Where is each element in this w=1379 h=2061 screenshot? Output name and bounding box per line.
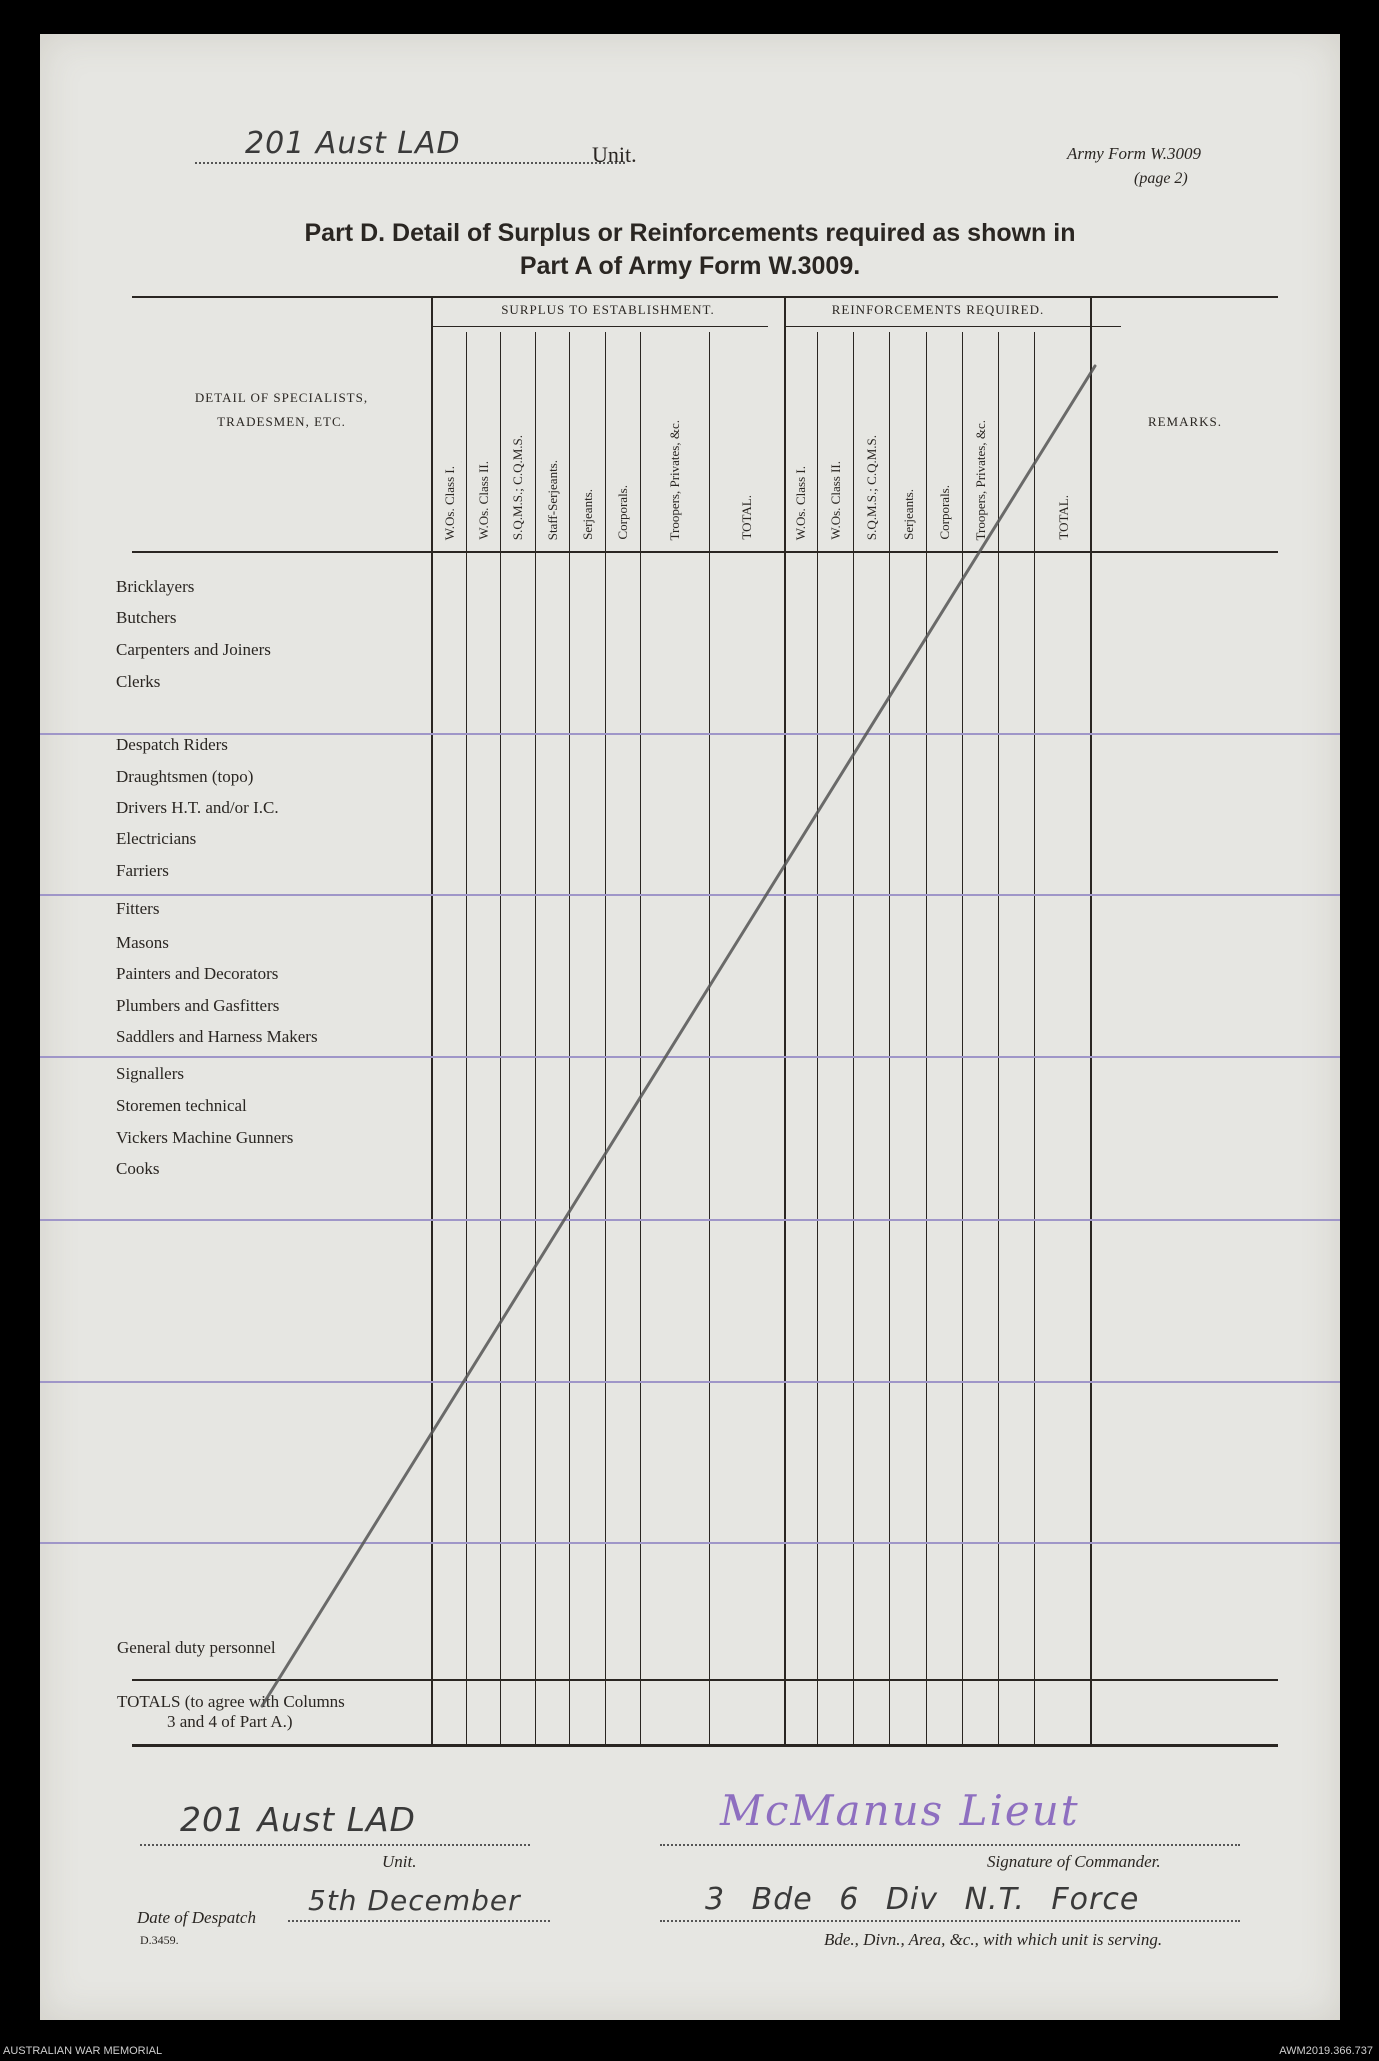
- col-surplus-staff-serjeants: Staff-Serjeants.: [545, 459, 560, 540]
- col-reinf-total: TOTAL.: [1056, 495, 1071, 540]
- strike-through-line: [40, 34, 1340, 2020]
- col-surplus-troopers: Troopers, Privates, &c.: [667, 419, 682, 540]
- reinforcements-header: REINFORCEMENTS REQUIRED.: [831, 302, 1045, 317]
- footer-unit-field: [140, 1800, 530, 1846]
- date-field: [288, 1884, 550, 1922]
- date-label: Date of Despatch: [137, 1908, 256, 1927]
- row-label: Draughtsmen (topo): [116, 767, 254, 786]
- row-label: Saddlers and Harness Makers: [116, 1027, 318, 1046]
- col-surplus-wo2: W.Os. Class II.: [476, 461, 491, 540]
- col-surplus-corporals: Corporals.: [615, 485, 630, 540]
- serving-handwritten: 3 Bde 6 Div N.T. Force: [705, 1882, 1140, 1917]
- col-reinf-wo2: W.Os. Class II.: [828, 461, 843, 540]
- row-label: Masons: [116, 933, 169, 952]
- row-label: Fitters: [116, 899, 160, 918]
- col-surplus-sqms: S.Q.M.S.; C.Q.M.S.: [510, 434, 525, 540]
- form-code: D.3459.: [140, 1933, 179, 1947]
- archive-strip: [0, 2040, 1379, 2061]
- remarks-header: REMARKS.: [1147, 414, 1223, 429]
- row-label: Electricians: [116, 829, 197, 848]
- date-handwritten: 5th December: [308, 1884, 521, 1917]
- title-line-1: Part D. Detail of Surplus or Reinforcements required as shown in: [304, 219, 1076, 247]
- row-label: Carpenters and Joiners: [116, 640, 271, 659]
- archive-left: AUSTRALIAN WAR MEMORIAL: [3, 2045, 163, 2057]
- col-reinf-corporals: Corporals.: [937, 485, 952, 540]
- form-number: Army Form W.3009: [1067, 144, 1201, 163]
- signature-label: Signature of Commander.: [987, 1852, 1161, 1871]
- serving-label: Bde., Divn., Area, &c., with which unit is serving.: [824, 1930, 1163, 1949]
- form-page: (page 2): [1134, 170, 1188, 187]
- surplus-header: SURPLUS TO ESTABLISHMENT.: [501, 302, 715, 317]
- title-line-2: Part A of Army Form W.3009.: [519, 252, 861, 280]
- row-label: Despatch Riders: [116, 735, 228, 754]
- row-label: Painters and Decorators: [116, 964, 279, 983]
- row-label: Vickers Machine Gunners: [116, 1128, 294, 1147]
- row-label: Storemen technical: [116, 1096, 247, 1115]
- unit-label: Unit.: [592, 142, 637, 167]
- col-reinf-serjeants: Serjeants.: [901, 489, 916, 540]
- col-reinf-sqms: S.Q.M.S.; C.Q.M.S.: [864, 434, 879, 540]
- col-reinf-troopers: Troopers, Privates, &c.: [973, 419, 988, 540]
- col-reinf-wo1: W.Os. Class I.: [793, 465, 808, 540]
- row-label: Butchers: [116, 608, 177, 627]
- row-label: Drivers H.T. and/or I.C.: [116, 798, 279, 817]
- col-surplus-serjeants: Serjeants.: [580, 489, 595, 540]
- row-label: Plumbers and Gasfitters: [116, 996, 280, 1015]
- row-label: Bricklayers: [116, 577, 195, 596]
- footer-unit-handwritten: 201 Aust LAD: [180, 1800, 416, 1839]
- row-label: Clerks: [116, 672, 161, 691]
- general-duty-label: General duty personnel: [117, 1638, 276, 1657]
- archive-right: AWM2019.366.737: [1279, 2045, 1373, 2057]
- row-label: Signallers: [116, 1064, 184, 1083]
- totals-label: TOTALS (to agree with Columns 3 and 4 of Part A.): [117, 1692, 345, 1731]
- form-page: [40, 34, 1340, 2020]
- footer-unit-label: Unit.: [382, 1852, 417, 1871]
- row-label: Cooks: [116, 1159, 160, 1178]
- col-surplus-wo1: W.Os. Class I.: [442, 465, 457, 540]
- commander-signature: McManus Lieut: [720, 1786, 1080, 1835]
- unit-handwritten: 201 Aust LAD: [245, 126, 461, 161]
- signature-field: [660, 1786, 1240, 1846]
- serving-field: [660, 1882, 1240, 1922]
- col-surplus-total: TOTAL.: [739, 495, 754, 540]
- row-label: Farriers: [116, 861, 169, 880]
- detail-header: DETAIL OF SPECIALISTS, TRADESMEN, ETC.: [194, 390, 369, 429]
